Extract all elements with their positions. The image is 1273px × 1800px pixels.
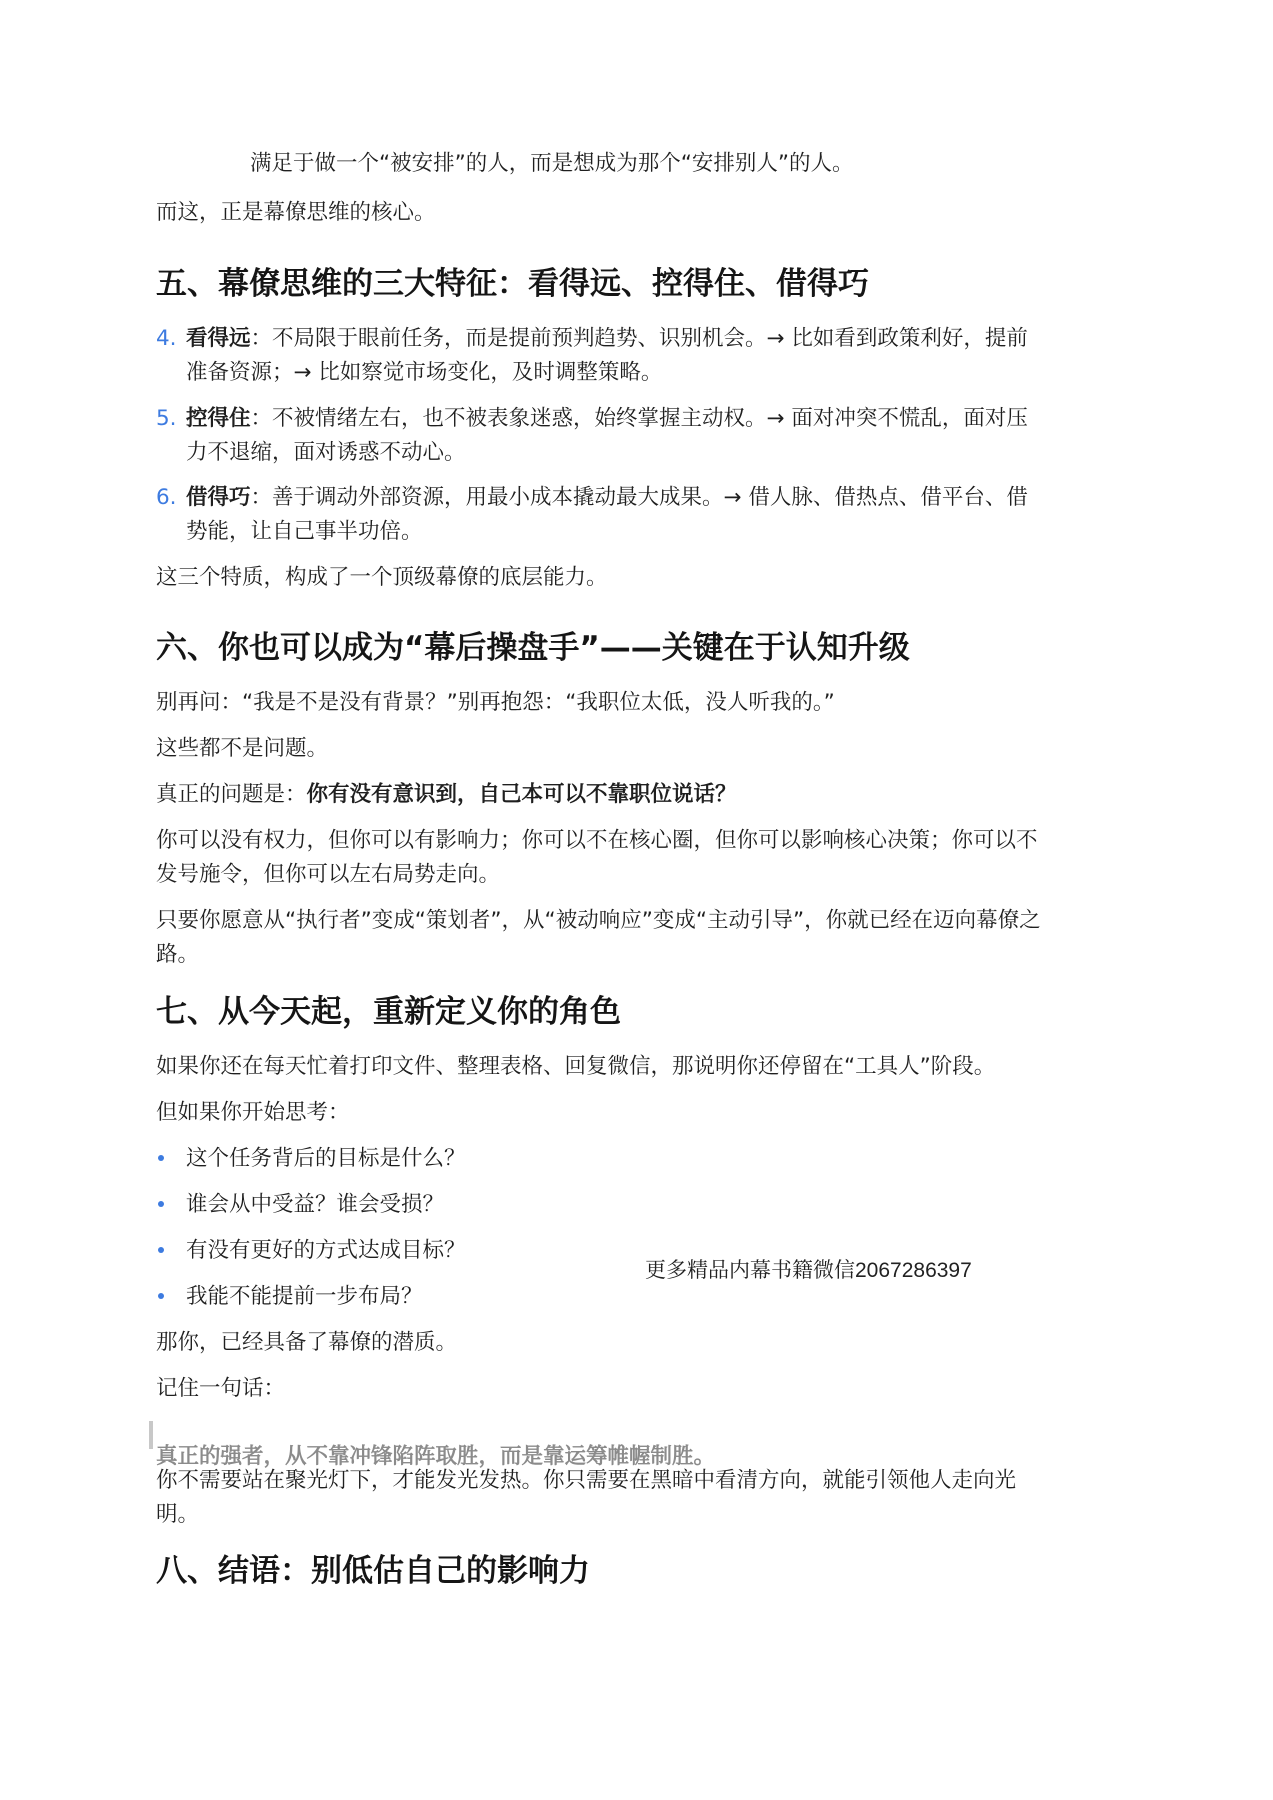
- list-term: 控得住: [186, 406, 251, 431]
- list-text-cont: 势能，让自己事半功倍。: [186, 519, 423, 544]
- list-text: ：善于调动外部资源，用最小成本撬动最大成果。→ 借人脉、借热点、借平台、借: [250, 485, 1028, 510]
- paragraph: 记住一句话：: [156, 1376, 286, 1401]
- paragraph-real-question: [156, 778, 737, 812]
- list-text: ：不被情绪左右，也不被表象迷惑，始终掌握主动权。→ 面对冲突不慌乱，面对压: [250, 406, 1028, 431]
- text-line: 只要你愿意从“执行者”变成“策划者”，从“被动响应”变成“主动引导”，你就已经在迈向幕僚之: [156, 908, 1041, 933]
- paragraph-core: 而这，正是幕僚思维的核心。: [156, 200, 436, 225]
- bullet-text: 这个任务背后的目标是什么？: [186, 1146, 466, 1171]
- section-heading-8: 八、结语：别低估自己的影响力: [156, 1553, 590, 1589]
- section5-summary: 这三个特质，构成了一个顶级幕僚的底层能力。: [156, 565, 608, 590]
- paragraph-spotlight: [156, 1464, 1016, 1532]
- watermark-text: 更多精品内幕书籍微信2067286397: [645, 1259, 972, 1282]
- paragraph: 那你，已经具备了幕僚的潜质。: [156, 1330, 458, 1355]
- list-term: 借得巧: [186, 485, 251, 510]
- section-heading-5: 五、幕僚思维的三大特征：看得远、控得住、借得巧: [156, 266, 869, 302]
- bullet-text: 有没有更好的方式达成目标？: [186, 1238, 466, 1263]
- bullet-text: 我能不能提前一步布局？: [186, 1284, 423, 1309]
- list-term: 看得远: [186, 326, 251, 351]
- text-line: 发号施令，但你可以左右局势走向。: [156, 862, 501, 887]
- list-number: 5.: [156, 406, 177, 431]
- text-line: 你不需要站在聚光灯下，才能发光发热。你只需要在黑暗中看清方向，就能引领他人走向光: [156, 1468, 1017, 1493]
- list-text: ：不局限于眼前任务，而是提前预判趋势、识别机会。→ 比如看到政策利好，提前: [250, 326, 1028, 351]
- paragraph: 如果你还在每天忙着打印文件、整理表格、回复微信，那说明你还停留在“工具人”阶段。: [156, 1054, 996, 1079]
- text-line: 明。: [156, 1502, 200, 1527]
- bullet-dot: [158, 1201, 164, 1207]
- bullet-text: 谁会从中受益？谁会受损？: [186, 1192, 445, 1217]
- paragraph-path: [156, 904, 1041, 972]
- paragraph: 别再问：“我是不是没有背景？”别再抱怨：“我职位太低，没人听我的。”: [156, 690, 835, 715]
- paragraph: 但如果你开始思考：: [156, 1100, 350, 1125]
- bullet-dot: [158, 1155, 164, 1161]
- paragraph-influence: [156, 824, 1038, 892]
- bullet-dot: [158, 1293, 164, 1299]
- quote-text: 真正的强者，从不靠冲锋陷阵取胜，而是靠运筹帷幄制胜。: [156, 1443, 716, 1469]
- quote-bar: [149, 1421, 153, 1449]
- text-line: 你可以没有权力，但你可以有影响力；你可以不在核心圈，但你可以影响核心决策；你可以不: [156, 828, 1038, 853]
- section-heading-6: 六、你也可以成为“幕后操盘手”——关键在于认知升级: [156, 630, 910, 666]
- text-prefix: 真正的问题是：: [156, 782, 307, 807]
- list-text-cont: 准备资源；→ 比如察觉市场变化，及时调整策略。: [186, 360, 663, 385]
- paragraph: 这些都不是问题。: [156, 736, 329, 761]
- paragraph-continuation: 满足于做一个“被安排”的人，而是想成为那个“安排别人”的人。: [250, 151, 854, 176]
- bold-question: 你有没有意识到，自己本可以不靠职位说话？: [306, 782, 737, 807]
- section-heading-7: 七、从今天起，重新定义你的角色: [156, 994, 621, 1030]
- list-number: 6.: [156, 485, 177, 510]
- text-line: 路。: [156, 942, 200, 967]
- bullet-dot: [158, 1247, 164, 1253]
- list-number: 4.: [156, 326, 177, 351]
- list-text-cont: 力不退缩，面对诱惑不动心。: [186, 440, 466, 465]
